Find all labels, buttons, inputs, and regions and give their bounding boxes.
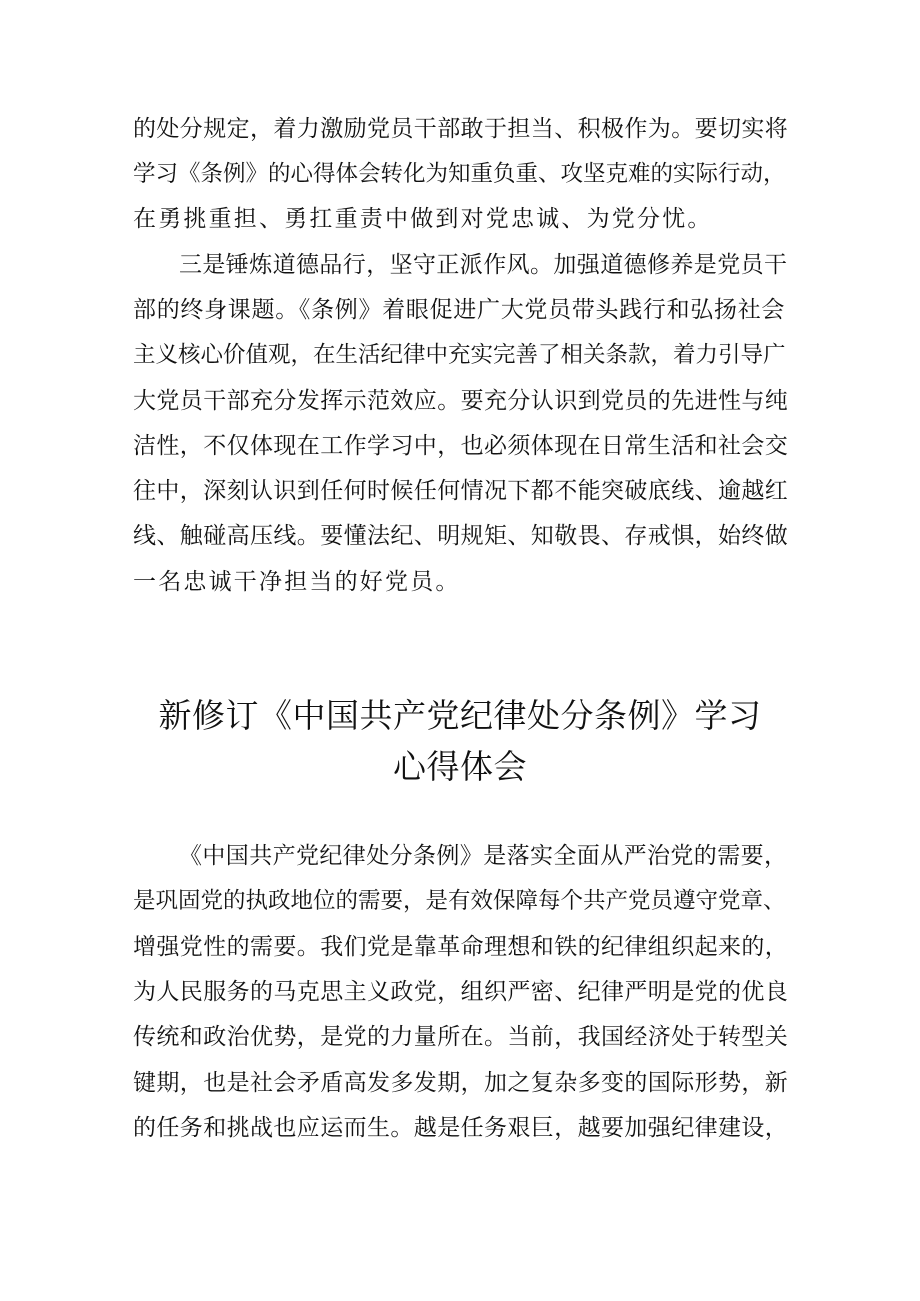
text-line: 主义核心价值观，在生活纪律中充实完善了相关条款，着力引导广	[133, 342, 786, 368]
text-line: 洁性，不仅体现在工作学习中，也必须体现在日常生活和社会交	[133, 433, 789, 459]
text-line: 往中，深刻认识到任何时候任何情况下都不能突破底线、逾越红	[133, 478, 789, 504]
text-line: 为人民服务的马克思主义政党，组织严密、纪律严明是党的优良	[133, 979, 789, 1005]
text-line: 一名忠诚干净担当的好党员。	[133, 569, 461, 595]
text-line: 部的终身课题。《条例》着眼促进广大党员带头践行和弘扬社会	[133, 297, 786, 323]
text-line: 大党员干部充分发挥示范效应。要充分认识到党员的先进性与纯	[133, 388, 789, 414]
text-line: 三是锤炼道德品行，坚守正派作风。加强道德修养是党员干	[179, 252, 788, 278]
text-line: 在勇挑重担、勇扛重责中做到对党忠诚、为党分忧。	[133, 206, 713, 232]
text-line: 的处分规定，着力激励党员干部敢于担当、积极作为。要切实将	[133, 116, 789, 142]
title-line-1: 新修订《中国共产党纪律处分条例》学习	[158, 696, 762, 735]
text-line: 学习《条例》的心得体会转化为知重负重、攻坚克难的实际行动，	[133, 161, 786, 187]
title-line-2: 心得体会	[393, 747, 527, 786]
text-line: 增强党性的需要。我们党是靠革命理想和铁的纪律组织起来的，	[133, 934, 789, 960]
text-line: 传统和政治优势，是党的力量所在。当前，我国经济处于转型关	[133, 1024, 789, 1050]
text-line: 键期，也是社会矛盾高发多发期，加之复杂多变的国际形势，新	[133, 1070, 789, 1096]
text-line: 《中国共产党纪律处分条例》是落实全面从严治党的需要，	[179, 843, 788, 869]
text-line: 的任务和挑战也应运而生。越是任务艰巨，越要加强纪律建设，	[133, 1115, 789, 1141]
text-line: 是巩固党的执政地位的需要，是有效保障每个共产党员遵守党章、	[133, 888, 786, 914]
text-line: 线、触碰高压线。要懂法纪、明规矩、知敬畏、存戒惧，始终做	[133, 523, 789, 549]
